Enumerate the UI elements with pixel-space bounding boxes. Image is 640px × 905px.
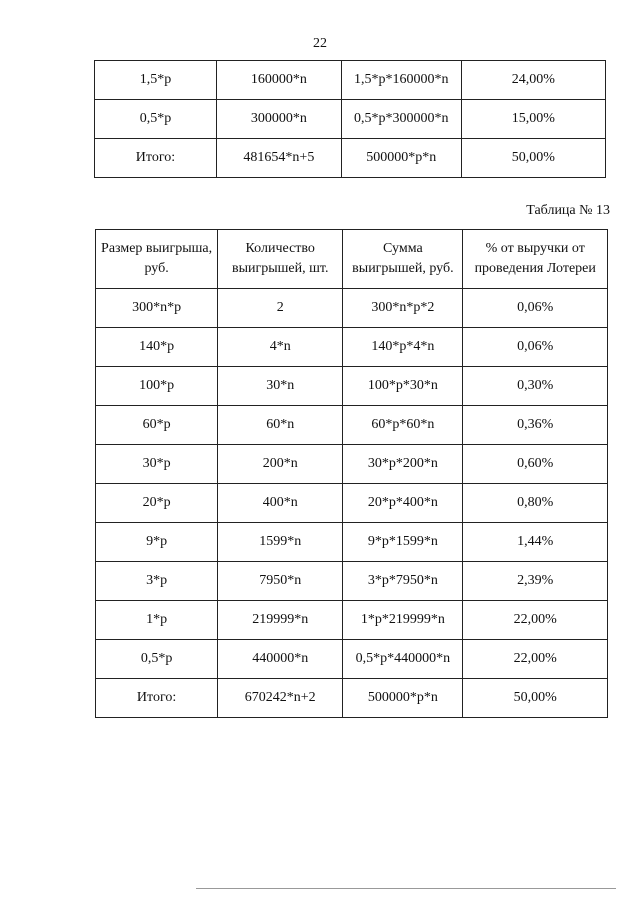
revenue-percent-cell: 22,00% [463, 640, 608, 679]
revenue-percent-cell: 50,00% [463, 679, 608, 718]
header-revenue-percent: % от выручки от проведения Лотереи [463, 230, 608, 289]
table-row [96, 601, 608, 640]
prize-size-cell: Итого: [95, 139, 217, 178]
revenue-percent-cell: 0,36% [463, 406, 608, 445]
revenue-percent-cell: 1,44% [463, 523, 608, 562]
prize-sum-cell: 3*р*7950*n [343, 562, 463, 601]
table-row [96, 562, 608, 601]
revenue-percent-cell: 0,06% [463, 328, 608, 367]
page-number: 22 [313, 36, 327, 51]
prize-count-cell: 219999*n [218, 601, 343, 640]
prize-sum-cell: 0,5*р*300000*n [341, 100, 461, 139]
prize-count-cell: 2 [218, 289, 343, 328]
prize-count-cell: 30*n [218, 367, 343, 406]
prize-size-cell: Итого: [96, 679, 218, 718]
prize-size-cell: 30*р [96, 445, 218, 484]
total-row [95, 139, 606, 178]
revenue-percent-cell: 0,60% [463, 445, 608, 484]
prize-sum-cell: 0,5*р*440000*n [343, 640, 463, 679]
revenue-percent-cell: 2,39% [463, 562, 608, 601]
prize-size-cell: 300*n*р [96, 289, 218, 328]
prize-size-cell: 140*р [96, 328, 218, 367]
prize-sum-cell: 1*р*219999*n [343, 601, 463, 640]
prize-sum-cell: 9*р*1599*n [343, 523, 463, 562]
prize-sum-cell: 1,5*р*160000*n [341, 61, 461, 100]
prize-sum-cell: 500000*р*n [343, 679, 463, 718]
prize-sum-cell: 500000*р*n [341, 139, 461, 178]
prize-count-cell: 7950*n [218, 562, 343, 601]
header-prize-size: Размер выигрыша, руб. [96, 230, 218, 289]
table-row [96, 289, 608, 328]
table-row [96, 640, 608, 679]
revenue-percent-cell: 24,00% [461, 61, 605, 100]
header-prize-count: Количество выигрышей, шт. [218, 230, 343, 289]
table-row [96, 445, 608, 484]
revenue-percent-cell: 15,00% [461, 100, 605, 139]
table-row [96, 484, 608, 523]
revenue-percent-cell: 0,30% [463, 367, 608, 406]
prize-count-cell: 400*n [218, 484, 343, 523]
prize-count-cell: 1599*n [218, 523, 343, 562]
table-row [96, 523, 608, 562]
prize-size-cell: 0,5*р [95, 100, 217, 139]
table-row [96, 367, 608, 406]
prize-count-cell: 300000*n [216, 100, 341, 139]
prize-size-cell: 1*р [96, 601, 218, 640]
table-row [96, 406, 608, 445]
prize-count-cell: 160000*n [216, 61, 341, 100]
prize-size-cell: 9*р [96, 523, 218, 562]
scan-edge-line [196, 888, 616, 889]
prize-sum-cell: 20*р*400*n [343, 484, 463, 523]
table-caption: Таблица № 13 [526, 203, 610, 218]
prize-size-cell: 3*р [96, 562, 218, 601]
prize-count-cell: 4*n [218, 328, 343, 367]
prize-size-cell: 0,5*р [96, 640, 218, 679]
prize-size-cell: 100*р [96, 367, 218, 406]
prize-count-cell: 440000*n [218, 640, 343, 679]
table-row [96, 328, 608, 367]
prize-table-continued [94, 60, 606, 178]
prize-sum-cell: 140*р*4*n [343, 328, 463, 367]
prize-table-13 [95, 229, 608, 718]
prize-size-cell: 60*р [96, 406, 218, 445]
revenue-percent-cell: 0,06% [463, 289, 608, 328]
prize-count-cell: 200*n [218, 445, 343, 484]
revenue-percent-cell: 0,80% [463, 484, 608, 523]
table-row [95, 61, 606, 100]
prize-sum-cell: 60*р*60*n [343, 406, 463, 445]
prize-size-cell: 20*р [96, 484, 218, 523]
prize-size-cell: 1,5*р [95, 61, 217, 100]
table-row [95, 100, 606, 139]
prize-sum-cell: 300*n*р*2 [343, 289, 463, 328]
prize-count-cell: 481654*n+5 [216, 139, 341, 178]
prize-count-cell: 670242*n+2 [218, 679, 343, 718]
total-row [96, 679, 608, 718]
prize-count-cell: 60*n [218, 406, 343, 445]
prize-sum-cell: 30*р*200*n [343, 445, 463, 484]
header-prize-sum: Сумма выигрышей, руб. [343, 230, 463, 289]
prize-sum-cell: 100*р*30*n [343, 367, 463, 406]
revenue-percent-cell: 22,00% [463, 601, 608, 640]
header-row [96, 230, 608, 289]
revenue-percent-cell: 50,00% [461, 139, 605, 178]
